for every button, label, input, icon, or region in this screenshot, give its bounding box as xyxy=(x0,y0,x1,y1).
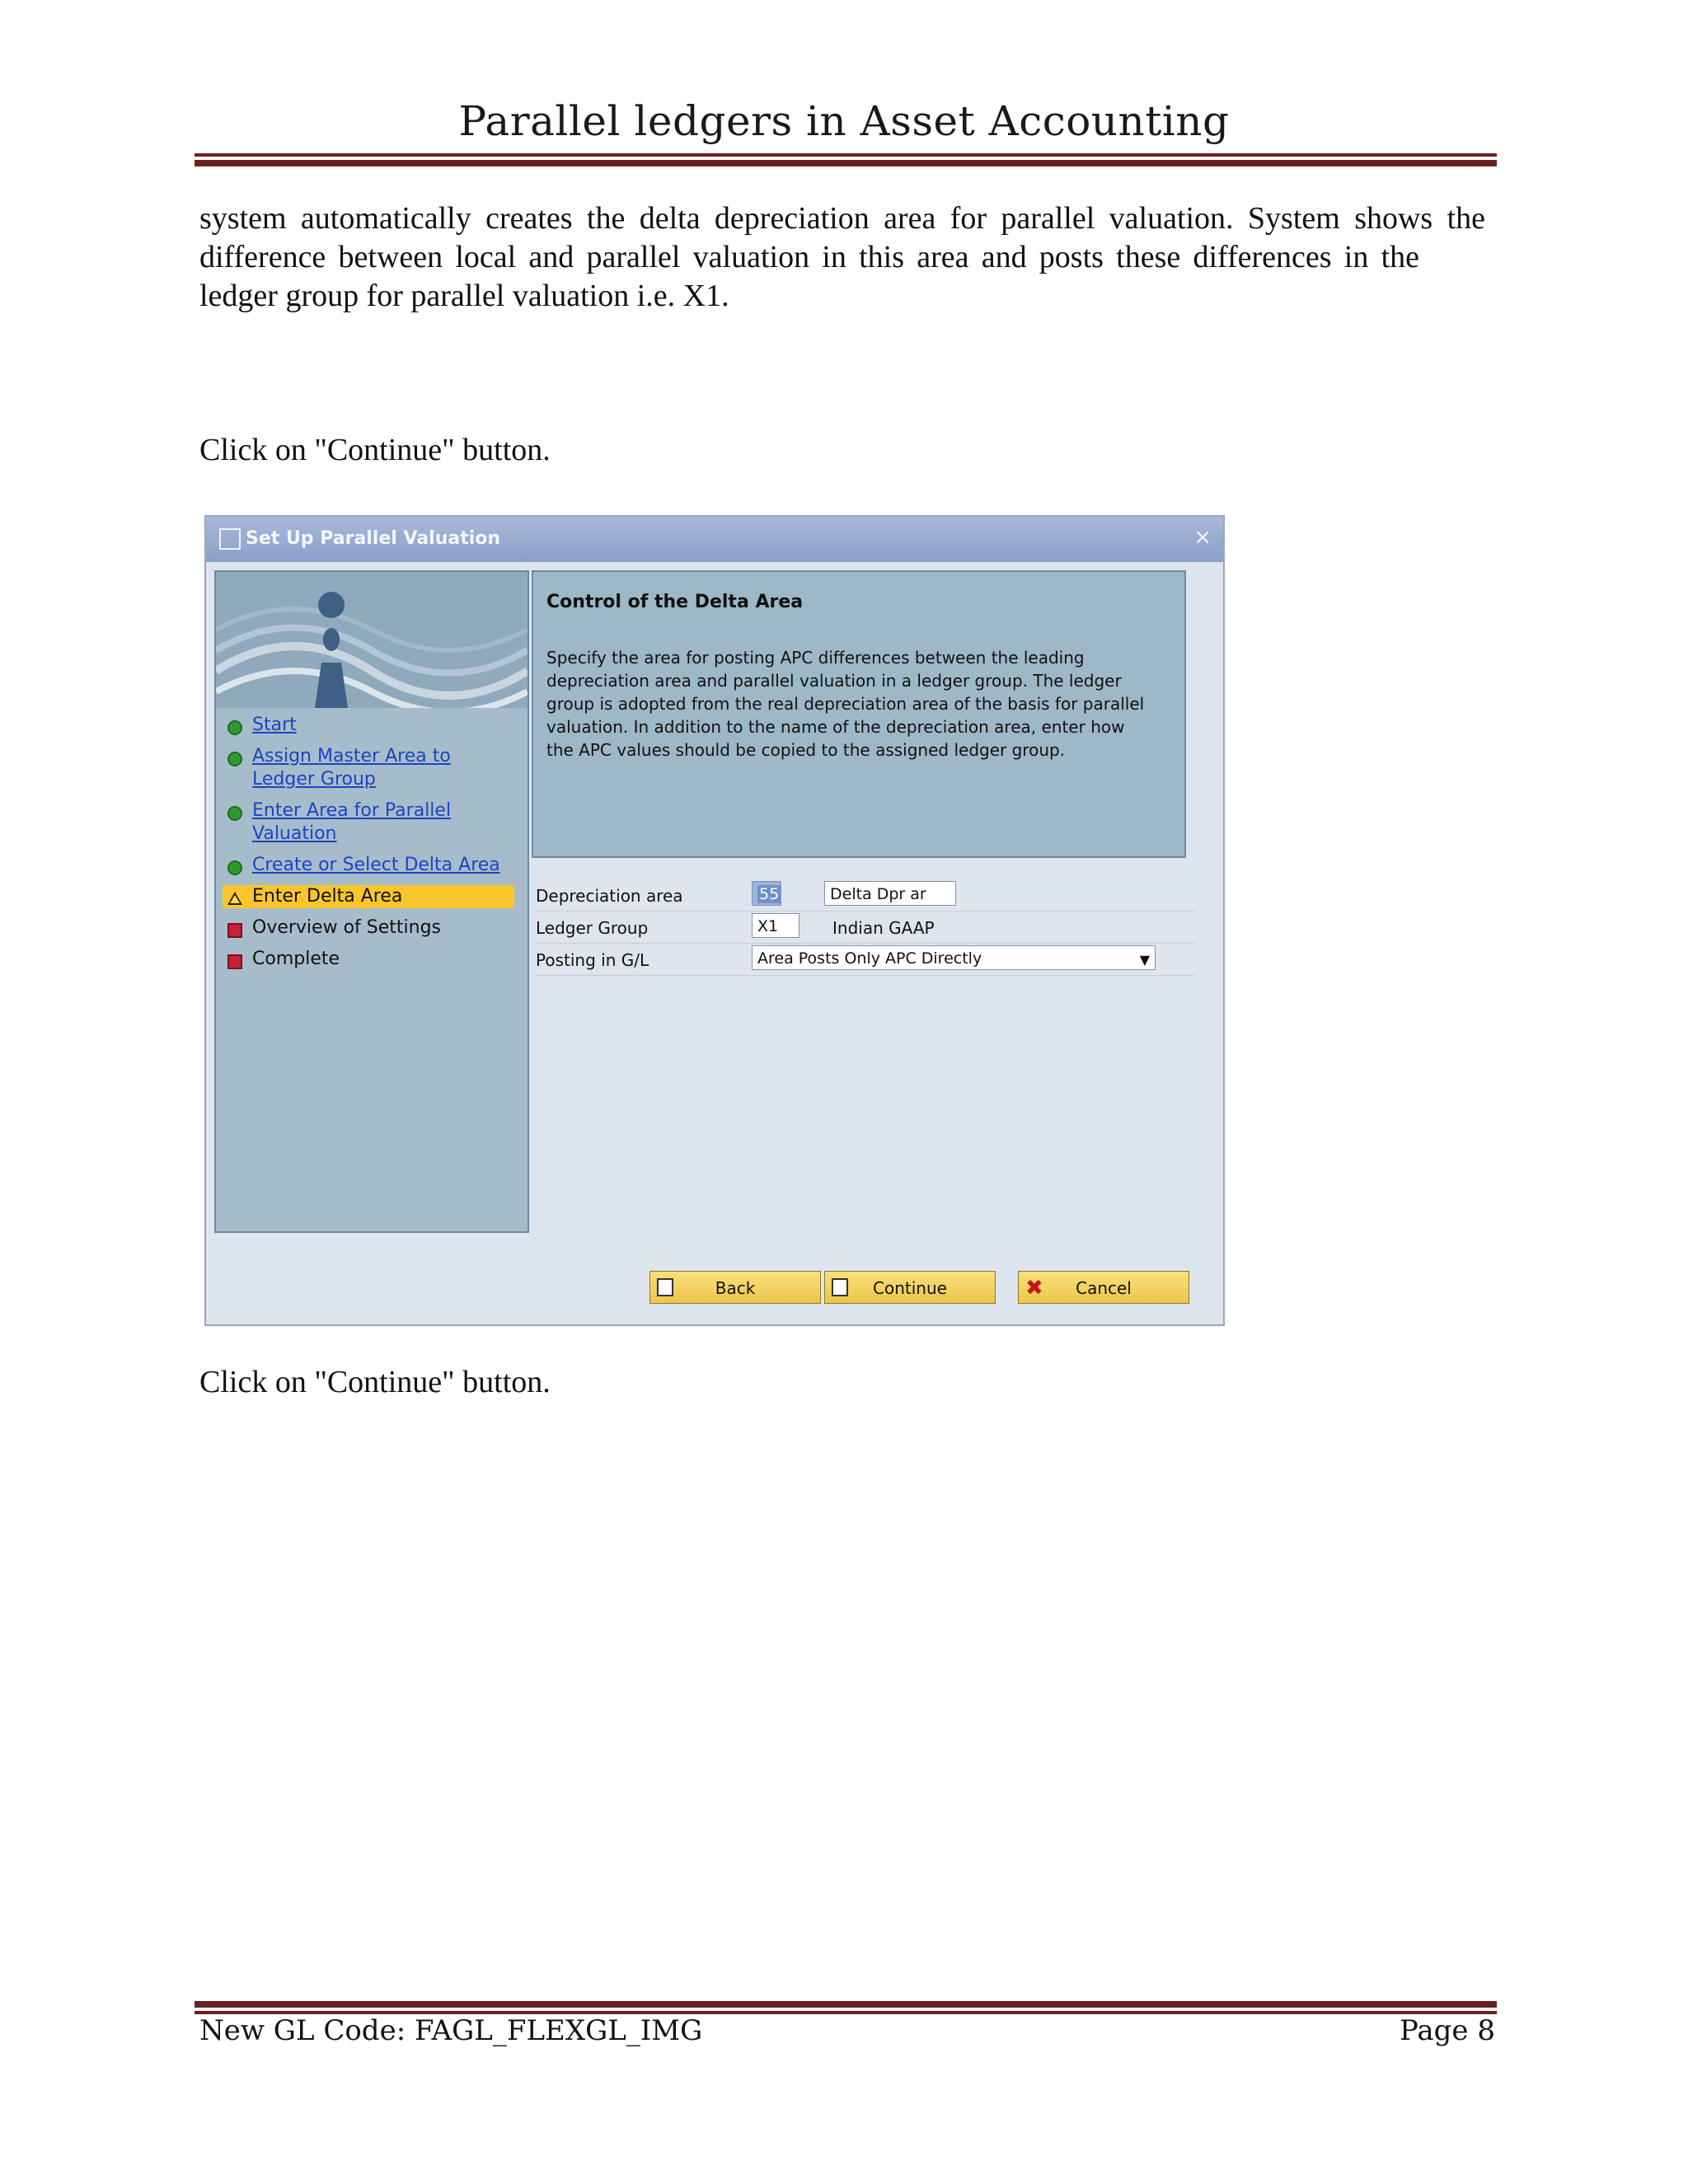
step-enter-area-parallel[interactable] xyxy=(226,799,514,846)
step-label: Complete xyxy=(252,949,340,969)
dialog-titlebar xyxy=(206,517,1223,562)
cancel-button[interactable] xyxy=(1018,1271,1189,1304)
step-start[interactable] xyxy=(226,714,514,737)
footer-code: New GL Code: FAGL_FLEXGL_IMG xyxy=(199,2014,703,2047)
continue-icon xyxy=(832,1278,848,1296)
water-drop-graphic xyxy=(216,572,528,708)
step-list xyxy=(226,714,514,979)
help-line: depreciation area and parallel valuation in a ledger group. The ledger xyxy=(546,671,1122,691)
step-link[interactable]: Create or Select Delta Area xyxy=(252,855,500,875)
step-link[interactable]: Start xyxy=(252,715,297,735)
help-title: Control of the Delta Area xyxy=(546,592,804,612)
paragraph-line: difference between local and parallel valuation in this area and posts these differences in the xyxy=(199,240,1419,274)
step-label: Enter Delta Area xyxy=(252,886,403,907)
help-line: valuation. In addition to the name of the depreciation area, enter how xyxy=(546,717,1125,737)
ledger-group-row xyxy=(536,912,1195,944)
paragraph-line: ledger group for parallel valuation i.e. X1. xyxy=(199,279,729,313)
continue-button[interactable] xyxy=(824,1271,996,1304)
footer-rule xyxy=(195,2001,1497,2014)
cancel-label: Cancel xyxy=(1076,1278,1132,1298)
depreciation-area-label: Depreciation area xyxy=(536,886,683,906)
body-paragraph xyxy=(199,199,1485,316)
step-link[interactable]: Valuation xyxy=(252,823,337,844)
help-line: Specify the area for posting APC differences between the leading xyxy=(546,648,1085,668)
ledger-group-label: Ledger Group xyxy=(536,918,649,938)
page-number: Page 8 xyxy=(1400,2014,1495,2047)
back-label: Back xyxy=(715,1278,756,1298)
instruction-text: Click on "Continue" button. xyxy=(199,1365,551,1399)
help-text xyxy=(546,646,1156,762)
posting-dropdown[interactable] xyxy=(752,945,1156,970)
posting-label: Posting in G/L xyxy=(536,950,649,970)
step-label: Overview of Settings xyxy=(252,917,442,938)
help-line: group is adopted from the real depreciation area of the basis for parallel xyxy=(546,694,1145,714)
dialog-title: Set Up Parallel Valuation xyxy=(246,528,501,549)
step-link[interactable]: Ledger Group xyxy=(252,769,376,790)
edit-icon xyxy=(219,528,241,550)
continue-label: Continue xyxy=(873,1278,947,1298)
close-icon: ✖ xyxy=(1025,1276,1043,1301)
done-icon xyxy=(227,752,242,766)
step-complete xyxy=(226,948,514,971)
steps-panel xyxy=(214,570,529,1233)
step-overview-settings xyxy=(226,916,514,940)
delta-area-form xyxy=(536,879,1195,976)
warning-icon xyxy=(227,892,242,905)
depreciation-area-row xyxy=(536,879,1195,912)
posting-value: Area Posts Only APC Directly xyxy=(757,949,982,968)
depreciation-area-input[interactable]: 55 xyxy=(752,881,781,906)
back-button[interactable] xyxy=(649,1271,821,1304)
ledger-group-name: Indian GAAP xyxy=(832,918,935,938)
done-icon xyxy=(227,860,242,875)
done-icon xyxy=(227,806,242,821)
depreciation-area-name-input[interactable]: Delta Dpr ar xyxy=(824,881,956,906)
header-rule xyxy=(195,153,1497,166)
close-icon[interactable]: × xyxy=(1193,525,1212,550)
step-link[interactable]: Assign Master Area to xyxy=(252,746,451,766)
step-enter-delta-area xyxy=(223,885,514,908)
instruction-text: Click on "Continue" button. xyxy=(199,433,551,467)
step-create-delta-area[interactable] xyxy=(226,854,514,877)
help-panel xyxy=(532,570,1186,858)
posting-row xyxy=(536,944,1195,976)
pending-icon xyxy=(227,923,242,938)
ledger-group-input[interactable]: X1 xyxy=(752,913,799,938)
help-line: the APC values should be copied to the assigned ledger group. xyxy=(546,740,1066,760)
back-icon xyxy=(657,1278,673,1296)
chevron-down-icon: ▼ xyxy=(1139,952,1150,968)
pending-icon xyxy=(227,954,242,969)
page-title: Parallel ledgers in Asset Accounting xyxy=(458,97,1230,145)
step-assign-master-area[interactable] xyxy=(226,745,514,791)
sap-dialog-screenshot xyxy=(204,515,1225,1326)
step-link[interactable]: Enter Area for Parallel xyxy=(252,800,452,821)
done-icon xyxy=(227,720,242,735)
paragraph-line: system automatically creates the delta depreciation area for parallel valuation. System shows the xyxy=(199,201,1485,236)
